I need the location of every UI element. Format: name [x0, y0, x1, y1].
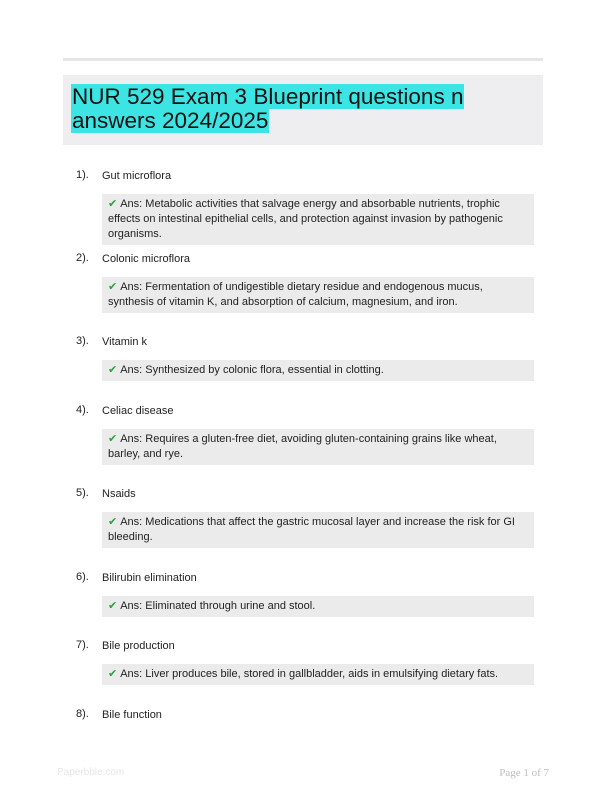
question-text: Vitamin k	[102, 336, 148, 348]
question-number: 4).	[76, 404, 89, 416]
question-number: 8).	[76, 708, 89, 720]
question-text: Nsaids	[102, 488, 136, 500]
answer-text: Ans: Liver produces bile, stored in gallbladder, aids in emulsifying dietary fats.	[120, 668, 499, 680]
answer-text: Ans: Metabolic activities that salvage energy and absorbable nutrients, trophic effects on intestinal epithelial cells, and protection against invasion by pathogenic organisms.	[108, 198, 503, 240]
answer-text: Ans: Synthesized by colonic flora, essential in clotting.	[120, 364, 384, 376]
answer-box	[102, 512, 534, 548]
checkmark-icon: ✔	[108, 433, 118, 445]
question-text: Bilirubin elimination	[102, 572, 197, 584]
checkmark-icon: ✔	[108, 600, 118, 612]
answer-box	[102, 596, 534, 617]
question-number: 2).	[76, 252, 89, 264]
top-divider	[63, 58, 543, 61]
question-text: Colonic microflora	[102, 253, 191, 265]
answer-text: Ans: Eliminated through urine and stool.	[120, 600, 316, 612]
answer-box	[102, 664, 534, 685]
question-number: 5).	[76, 487, 89, 499]
question-text: Celiac disease	[102, 405, 174, 417]
checkmark-icon: ✔	[108, 198, 118, 210]
question-text: Bile production	[102, 640, 175, 652]
checkmark-icon: ✔	[108, 668, 118, 680]
answer-box	[102, 360, 534, 381]
question-text: Gut microflora	[102, 170, 172, 182]
question-text: Bile function	[102, 709, 162, 721]
page-title-text: NUR 529 Exam 3 Blueprint questions n answers 2024/2025	[72, 84, 464, 133]
page-title	[71, 85, 541, 133]
answer-box	[102, 429, 534, 465]
watermark: Paperbble.com	[57, 767, 125, 778]
answer-box	[102, 194, 534, 245]
question-number: 3).	[76, 335, 89, 347]
checkmark-icon: ✔	[108, 364, 118, 376]
answer-text: Ans: Medications that affect the gastric mucosal layer and increase the risk for GI bleeding.	[108, 516, 515, 543]
answer-text: Ans: Fermentation of undigestible dietary residue and endogenous mucus, synthesis of vitamin K, and absorption of calcium, magnesium, and iron.	[108, 281, 483, 308]
question-number: 1).	[76, 169, 89, 181]
title-block	[63, 75, 543, 145]
question-number: 7).	[76, 639, 89, 651]
checkmark-icon: ✔	[108, 281, 118, 293]
checkmark-icon: ✔	[108, 516, 118, 528]
answer-box	[102, 277, 534, 313]
question-number: 6).	[76, 571, 89, 583]
answer-text: Ans: Requires a gluten-free diet, avoiding gluten-containing grains like wheat, barley, and rye.	[108, 433, 497, 460]
page-number: Page 1 of 7	[499, 767, 549, 779]
